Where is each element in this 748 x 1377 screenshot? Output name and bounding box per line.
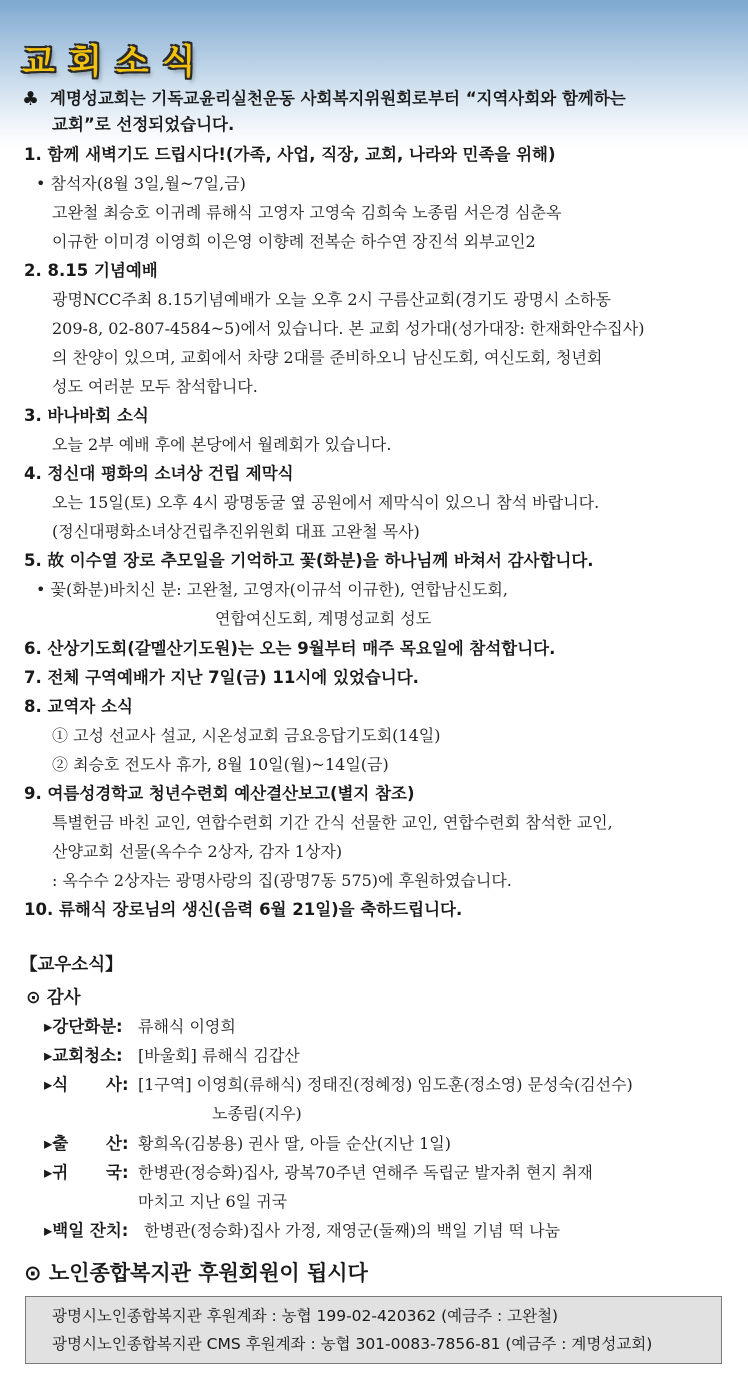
intro-line-2: 교회”로 선정되었습니다.: [52, 115, 235, 134]
church-cleaning-value: [바울회] 류해식 김갑산: [138, 1046, 300, 1065]
item-9-line-1: 특별헌금 바친 교인, 연합수련회 기간 간식 선물한 교인, 연합수련회 참석한 교인,: [52, 813, 613, 832]
item-2-line-4: 성도 여러분 모두 참석합니다.: [52, 377, 258, 396]
item-5-line-1: • 꽃(화분)바치신 분: 고완철, 고영자(이규석 이규한), 연합남신도회,: [36, 580, 508, 599]
club-bullet-icon: ♣: [22, 88, 40, 110]
item-1-names-line-1: 고완철 최승호 이귀례 류해식 고영자 고영숙 김희숙 노종림 서은경 심춘옥: [52, 203, 562, 222]
item-10-heading: 10. 류해식 장로님의 생신(음력 6월 21일)을 축하드립니다.: [24, 900, 463, 919]
church-cleaning-label: ▸교회청소:: [44, 1046, 123, 1065]
altar-flower-label: ▸강단화분:: [44, 1017, 123, 1036]
item-2-heading: 2. 8.15 기념예배: [24, 261, 158, 280]
hundred-day-feast-label: ▸백일 잔치:: [44, 1221, 129, 1240]
donation-account-1: 광명시노인종합복지관 후원계좌 : 농협 199-02-420362 (예금주 : 고완철): [52, 1307, 559, 1325]
item-8-heading: 8. 교역자 소식: [24, 697, 133, 716]
item-7-heading: 7. 전체 구역예배가 지난 7일(금) 11시에 있었습니다.: [24, 668, 419, 687]
member-news-heading: 【교우소식】: [20, 955, 123, 975]
page-title: 교회소식: [22, 42, 210, 82]
return-value-line-2: 마치고 지난 6일 귀국: [138, 1192, 288, 1211]
item-2-line-1: 광명NCC주최 8.15기념예배가 오늘 오후 2시 구름산교회(경기도 광명시 소하동: [52, 290, 611, 309]
item-6-heading: 6. 산상기도회(갈멜산기도원)는 오는 9월부터 매주 목요일에 참석합니다.: [24, 639, 556, 658]
birth-label-end: 산:: [106, 1134, 129, 1153]
item-2-line-2: 209-8, 02-807-4584~5)에서 있습니다. 본 교회 성가대(성가대장: 한재화안수집사): [52, 319, 645, 338]
altar-flower-value: 류해식 이영희: [138, 1017, 236, 1036]
item-5-line-2: 연합여신도회, 계명성교회 성도: [215, 609, 432, 628]
item-4-line-2: (정신대평화소녀상건립추진위원회 대표 고완철 목사): [52, 522, 420, 541]
return-label-end: 국:: [106, 1163, 129, 1182]
thanks-heading: ⊙ 감사: [26, 988, 81, 1008]
item-1-names-line-2: 이규한 이미경 이영희 이은영 이향례 전복순 하수연 장진석 외부교인2: [52, 232, 536, 251]
item-4-heading: 4. 정신대 평화의 소녀상 건립 제막식: [24, 464, 294, 483]
meal-label-end: 사:: [106, 1075, 129, 1094]
meal-value-line-2: 노종림(지우): [212, 1104, 302, 1123]
item-1-attendees-label: • 참석자(8월 3일,월~7일,금): [36, 174, 246, 193]
item-3-heading: 3. 바나바회 소식: [24, 406, 149, 425]
meal-label: ▸식: [44, 1075, 69, 1094]
welfare-heading: ⊙ 노인종합복지관 후원회원이 됩시다: [24, 1261, 368, 1285]
item-4-line-1: 오는 15일(토) 오후 4시 광명동굴 옆 공원에서 제막식이 있으니 참석 바랍니다.: [52, 493, 600, 512]
item-3-line-1: 오늘 2부 예배 후에 본당에서 월례회가 있습니다.: [52, 435, 392, 454]
return-value-line-1: 한병관(정승화)집사, 광복70주년 연해주 독립군 발자취 현지 취재: [138, 1163, 593, 1182]
birth-label: ▸출: [44, 1134, 69, 1153]
item-2-line-3: 의 찬양이 있으며, 교회에서 차량 2대를 준비하오니 남신도회, 여신도회, 청년회: [52, 348, 603, 367]
birth-value: 황희옥(김봉용) 권사 딸, 아들 순산(지난 1일): [138, 1134, 451, 1153]
item-9-heading: 9. 여름성경학교 청년수련회 예산결산보고(별지 참조): [24, 784, 415, 803]
item-1-heading: 1. 함께 새벽기도 드립시다!(가족, 사업, 직장, 교회, 나라와 민족을 위해): [24, 145, 556, 164]
hundred-day-feast-value: 한병관(정승화)집사 가정, 재영군(둘째)의 백일 기념 떡 나눔: [144, 1221, 561, 1240]
item-8-line-1: ① 고성 선교사 설교, 시온성교회 금요응답기도회(14일): [52, 726, 441, 745]
return-label: ▸귀: [44, 1163, 69, 1182]
donation-account-box: [25, 1296, 722, 1364]
item-5-heading: 5. 故 이수열 장로 추모일을 기억하고 꽃(화분)을 하나님께 바쳐서 감사합니다.: [24, 551, 594, 570]
meal-value-line-1: [1구역] 이영희(류해식) 정태진(정혜정) 임도훈(정소영) 문성숙(김선수): [138, 1075, 633, 1094]
item-9-line-2: 산양교회 선물(옥수수 2상자, 감자 1상자): [52, 842, 343, 861]
intro-line-1: 계명성교회는 기독교윤리실천운동 사회복지위원회로부터 “지역사회와 함께하는: [50, 89, 626, 108]
donation-account-2: 광명시노인종합복지관 CMS 후원계좌 : 농협 301-0083-7856-81 (예금주 : 계명성교회): [52, 1335, 653, 1353]
item-8-line-2: ② 최승호 전도사 휴가, 8월 10일(월)~14일(금): [52, 755, 389, 774]
item-9-line-3: : 옥수수 2상자는 광명사랑의 집(광명7동 575)에 후원하였습니다.: [52, 871, 512, 890]
